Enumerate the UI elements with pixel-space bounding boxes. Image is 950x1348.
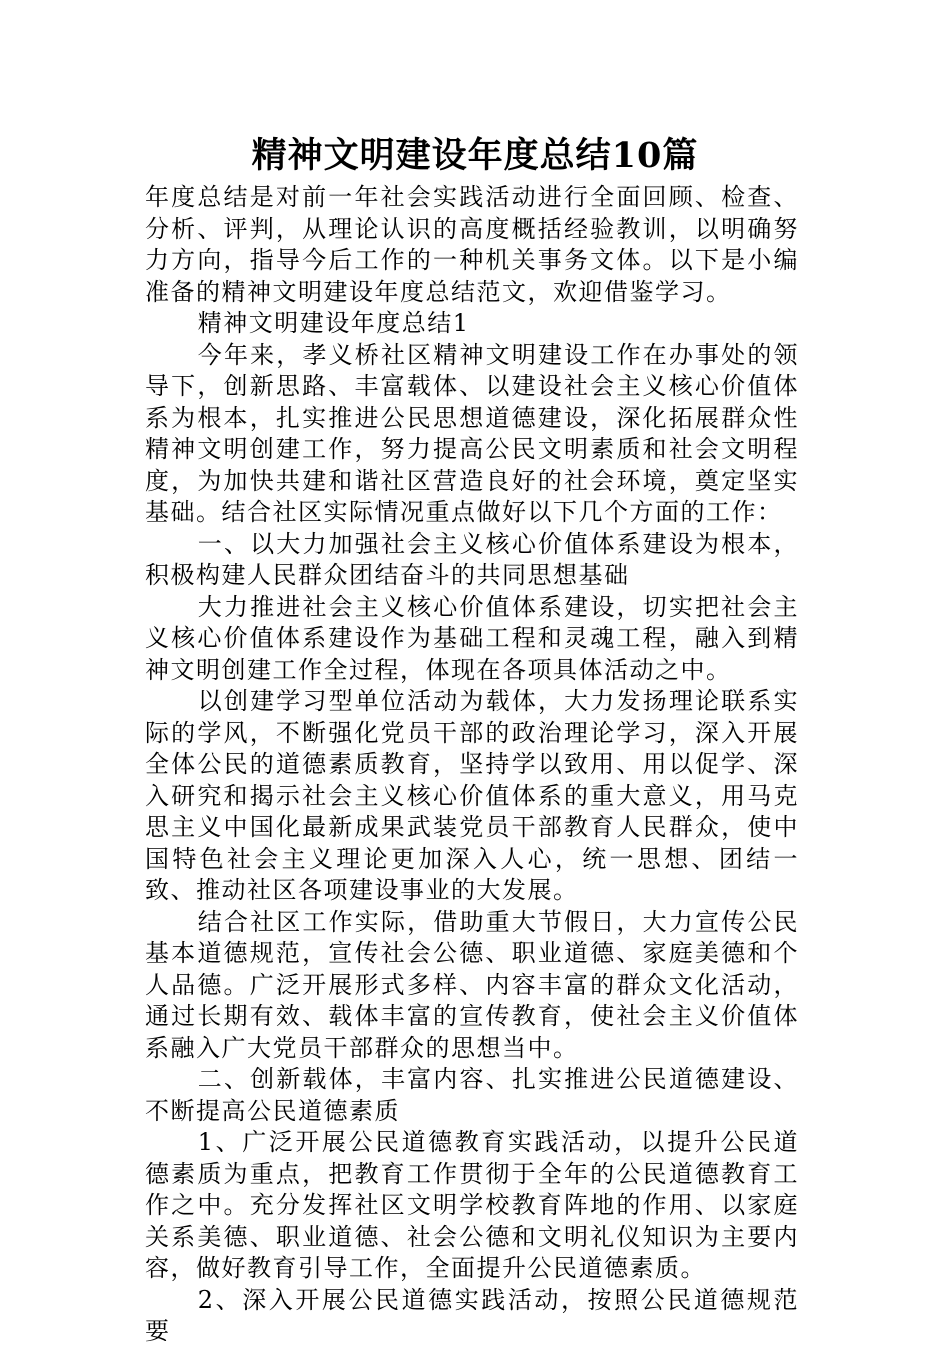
body-paragraph: 1、广泛开展公民道德教育实践活动，以提升公民道德素质为重点，把教育工作贯彻于全年的公民道德教育工作之中。充分发挥社区文明学校教育阵地的作用、以家庭关系美德、职业道德、社会公德和文明礼仪知识为主要内容，做好教育引导工作，全面提升公民道德素质。 [145, 1128, 799, 1282]
body-paragraph: 大力推进社会主义核心价值体系建设，切实把社会主义核心价值体系建设作为基础工程和灵魂工程，融入到精神文明创建工作全过程，体现在各项具体活动之中。 [145, 592, 799, 684]
body-paragraph: 结合社区工作实际，借助重大节假日，大力宣传公民基本道德规范，宣传社会公德、职业道德、家庭美德和个人品德。广泛开展形式多样、内容丰富的群众文化活动，通过长期有效、载体丰富的宣传教育，使社会主义价值体系融入广大党员干部群众的思想当中。 [145, 907, 799, 1062]
document-body [145, 182, 799, 1348]
section-heading: 精神文明建设年度总结1 [197, 309, 470, 337]
body-paragraph: 2、深入开展公民道德实践活动，按照公民道德规范要 [145, 1285, 799, 1345]
body-paragraph: 以创建学习型单位活动为载体，大力发扬理论联系实际的学风，不断强化党员干部的政治理论学习，深入开展全体公民的道德素质教育，坚持学以致用、用以促学、深入研究和揭示社会主义核心价值体系的重大意义，用马克思主义中国化最新成果武装党员干部教育人民群众，使中国特色社会主义理论更加深入人心，统一思想、团结一致、推动社区各项建设事业的大发展。 [145, 687, 799, 904]
subsection-heading: 一、以大力加强社会主义核心价值体系建设为根本，积极构建人民群众团结奋斗的共同思想基础 [145, 529, 799, 589]
body-paragraph: 今年来，孝义桥社区精神文明建设工作在办事处的领导下，创新思路、丰富载体、以建设社会主义核心价值体系为根本，扎实推进公民思想道德建设，深化拓展群众性精神文明创建工作，努力提高公民文明素质和社会文明程度，为加快共建和谐社区营造良好的社会环境，奠定坚实基础。结合社区实际情况重点做好以下几个方面的工作： [145, 340, 799, 526]
document-title: 精神文明建设年度总结10篇 [251, 135, 699, 176]
subsection-heading: 二、创新载体，丰富内容、扎实推进公民道德建设、不断提高公民道德素质 [145, 1065, 799, 1125]
intro-paragraph: 年度总结是对前一年社会实践活动进行全面回顾、检查、分析、评判，从理论认识的高度概括经验教训，以明确努力方向，指导今后工作的一种机关事务文体。以下是小编准备的精神文明建设年度总结范文，欢迎借鉴学习。 [145, 183, 799, 306]
